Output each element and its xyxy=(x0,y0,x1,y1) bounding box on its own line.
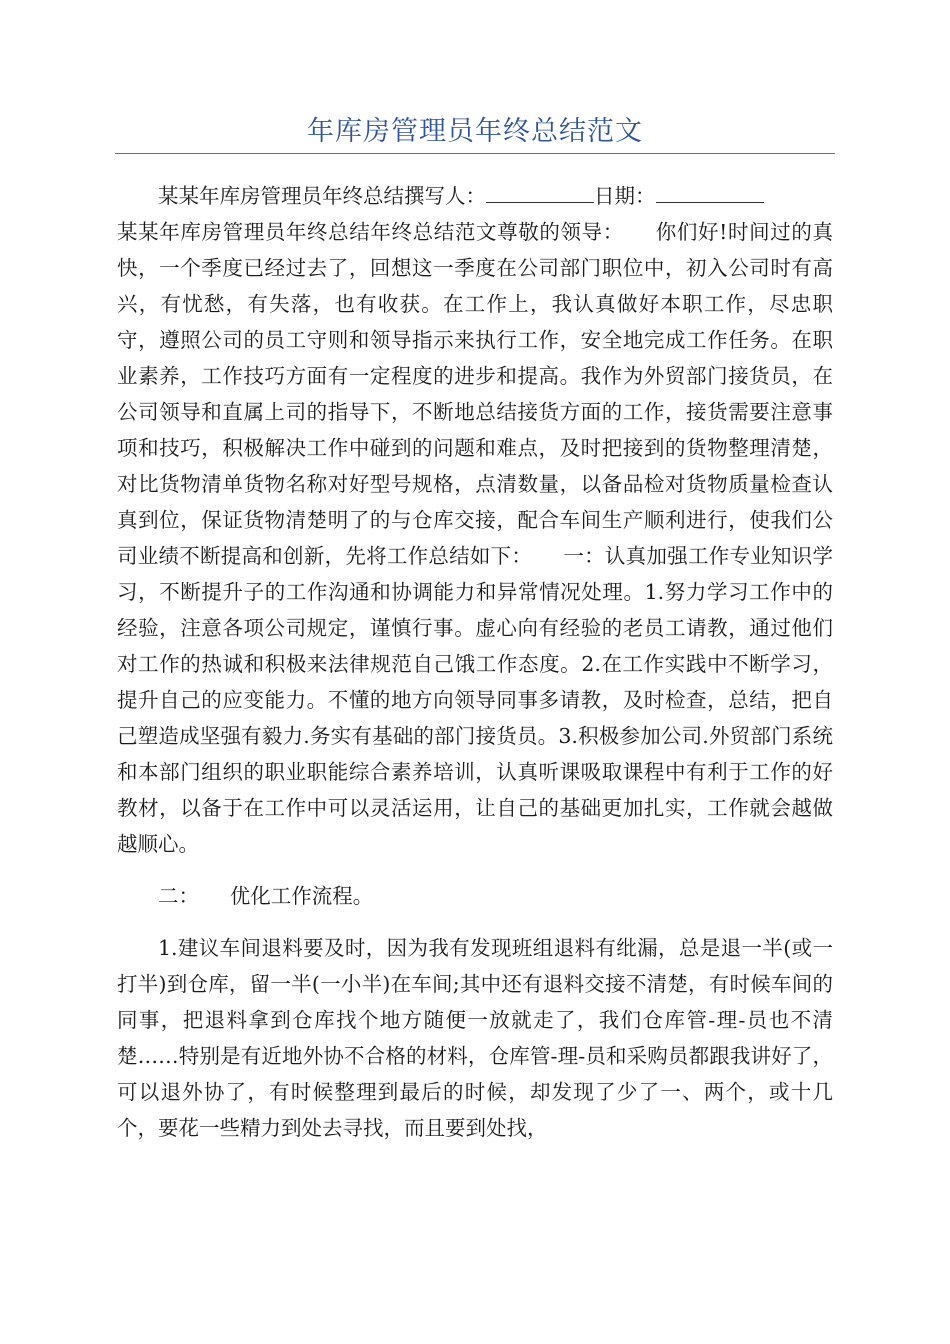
paragraph: 某某年库房管理员年终总结年终总结范文尊敬的领导： 你们好!时间过的真快，一个季度已经过去了，回想这一季度在公司部门职位中，初入公司时有高兴，有忧愁，有失落，也有收获。在工作上，我认真做好本职工作，尽忠职守，遵照公司的员工守则和领导指示来执行工作，安全地完成工作任务。在职业素养，工作技巧方面有一定程度的进步和提高。我作为外贸部门接货员，在公司领导和直属上司的指导下，不断地总结接货方面的工作，接货需要注意事项和技巧，积极解决工作中碰到的问题和难点，及时把接到的货物整理清楚，对比货物清单货物名称对好型号规格，点清数量，以备品检对货物质量检查认真到位，保证货物清楚明了的与仓库交接，配合车间生产顺利进行，使我们公司业绩不断提高和创新，先将工作总结如下： 一：认真加强工作专业知识学习，不断提升子的工作沟通和协调能力和异常情况处理。1.努力学习工作中的经验，注意各项公司规定，谨慎行事。虚心向有经验的老员工请教，通过他们对工作的热诚和积极来法律规范自己饿工作态度。2.在工作实践中不断学习，提升自己的应变能力。不懂的地方向领导同事多请教，及时检查，总结，把自己塑造成坚强有毅力.务实有基础的部门接货员。3.积极参加公司.外贸部门系统和本部门组织的职业职能综合素养培训，认真听课吸取课程中有利于工作的好教材，以备于在工作中可以灵活运用，让自己的基础更加扎实，工作就会越做越顺心。 xyxy=(117,220,833,856)
date-label: 日期： xyxy=(594,184,656,208)
header-prefix: 某某年库房管理员年终总结撰写人： xyxy=(158,184,486,208)
paragraph: 二： 优化工作流程。 xyxy=(158,884,374,908)
paragraph: 1.建议车间退料要及时，因为我有发现班组退料有纰漏，总是退一半(或一打半)到仓库，留一半(一小半)在车间;其中还有退料交接不清楚，有时候车间的同事，把退料拿到仓库找个地方随便一放就走了，我们仓库管-理-员也不清楚……特别是有近地外协不合格的材料，仓库管-理-员和采购员都跟我讲好了，可以退外协了，有时候整理到最后的时候，却发现了少了一、两个，或十几个，要花一些精力到处去寻找，而且要到处找， xyxy=(117,936,833,1140)
title-underline xyxy=(115,153,835,154)
document-body xyxy=(117,178,833,1146)
header-line xyxy=(117,178,833,214)
date-blank xyxy=(656,182,764,203)
author-blank xyxy=(486,182,594,203)
document-title: 年库房管理员年终总结范文 xyxy=(307,116,643,147)
